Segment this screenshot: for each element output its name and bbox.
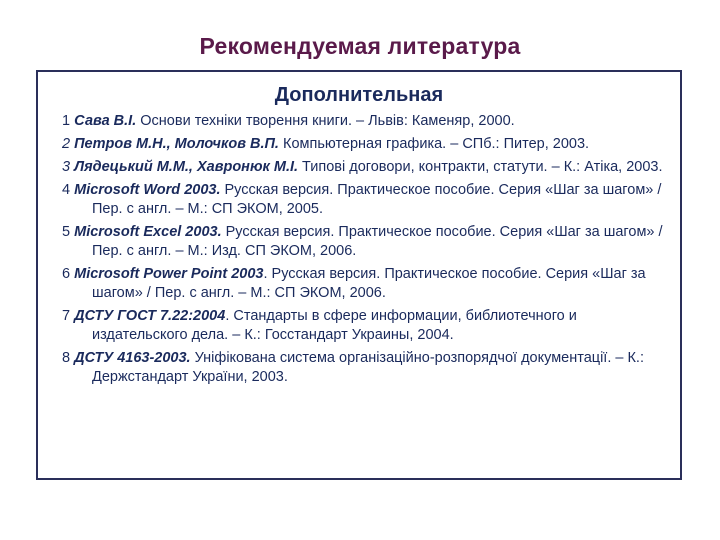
- reference-item: [62, 349, 672, 387]
- reference-item: [62, 112, 672, 131]
- reference-text: Русская версия. Практическое пособие. Серия «Шаг за шагом» / Пер. с англ. – М.: СП ЭКОМ, 2005.: [92, 182, 662, 217]
- reference-item: [62, 135, 672, 154]
- references-box: [36, 70, 682, 480]
- reference-author: Лядецький М.М., Хавронюк М.І.: [74, 159, 299, 175]
- reference-author: Microsoft Excel 2003.: [74, 224, 222, 240]
- reference-list: [62, 112, 672, 391]
- reference-author: Microsoft Word 2003.: [74, 182, 221, 198]
- reference-item: [62, 307, 672, 345]
- reference-author: Петров М.Н., Молочков В.П.: [74, 136, 279, 152]
- reference-number: 8: [62, 350, 71, 366]
- reference-number: 1: [62, 113, 71, 129]
- reference-text: . Русская версия. Практическое пособие. Серия «Шаг за шагом» / Пер. с англ. – М.: СП ЭКОМ, 2006.: [92, 266, 646, 301]
- reference-text: Компьютерная графика. – СПб.: Питер, 2003.: [278, 136, 590, 152]
- reference-text: Основи техніки творення книги. – Львів: Каменяр, 2000.: [136, 113, 515, 129]
- reference-text: Типові договори, контракти, статути. – К.: Атіка, 2003.: [298, 159, 663, 175]
- reference-author: Сава В.І.: [74, 113, 137, 129]
- reference-number: 6: [62, 266, 71, 282]
- reference-item: [62, 265, 672, 303]
- reference-item: [62, 223, 672, 261]
- reference-text: Уніфікована система організаційно-розпорядчої документації. – К.: Держстандарт України, 2003.: [92, 350, 644, 385]
- reference-item: [62, 181, 672, 219]
- reference-text: Русская версия. Практическое пособие. Серия «Шаг за шагом» / Пер. с англ. – М.: Изд. СП ЭКОМ, 2006.: [92, 224, 663, 259]
- reference-author: ДСТУ 4163-2003.: [74, 350, 191, 366]
- reference-number: 4: [62, 182, 71, 198]
- page-title: Рекомендуемая литература: [199, 33, 521, 59]
- reference-number: 2: [62, 136, 71, 152]
- reference-number: 3: [62, 159, 71, 175]
- reference-author: Microsoft Power Point 2003: [74, 266, 264, 282]
- section-subtitle: Дополнительная: [274, 84, 444, 106]
- reference-text: . Стандарты в сфере информации, библиотечного и издательского дела. – К.: Госстандарт Украины, 2004.: [92, 308, 577, 343]
- reference-author: ДСТУ ГОСТ 7.22:2004: [74, 308, 226, 324]
- reference-number: 7: [62, 308, 71, 324]
- reference-item: [62, 158, 672, 177]
- reference-number: 5: [62, 224, 71, 240]
